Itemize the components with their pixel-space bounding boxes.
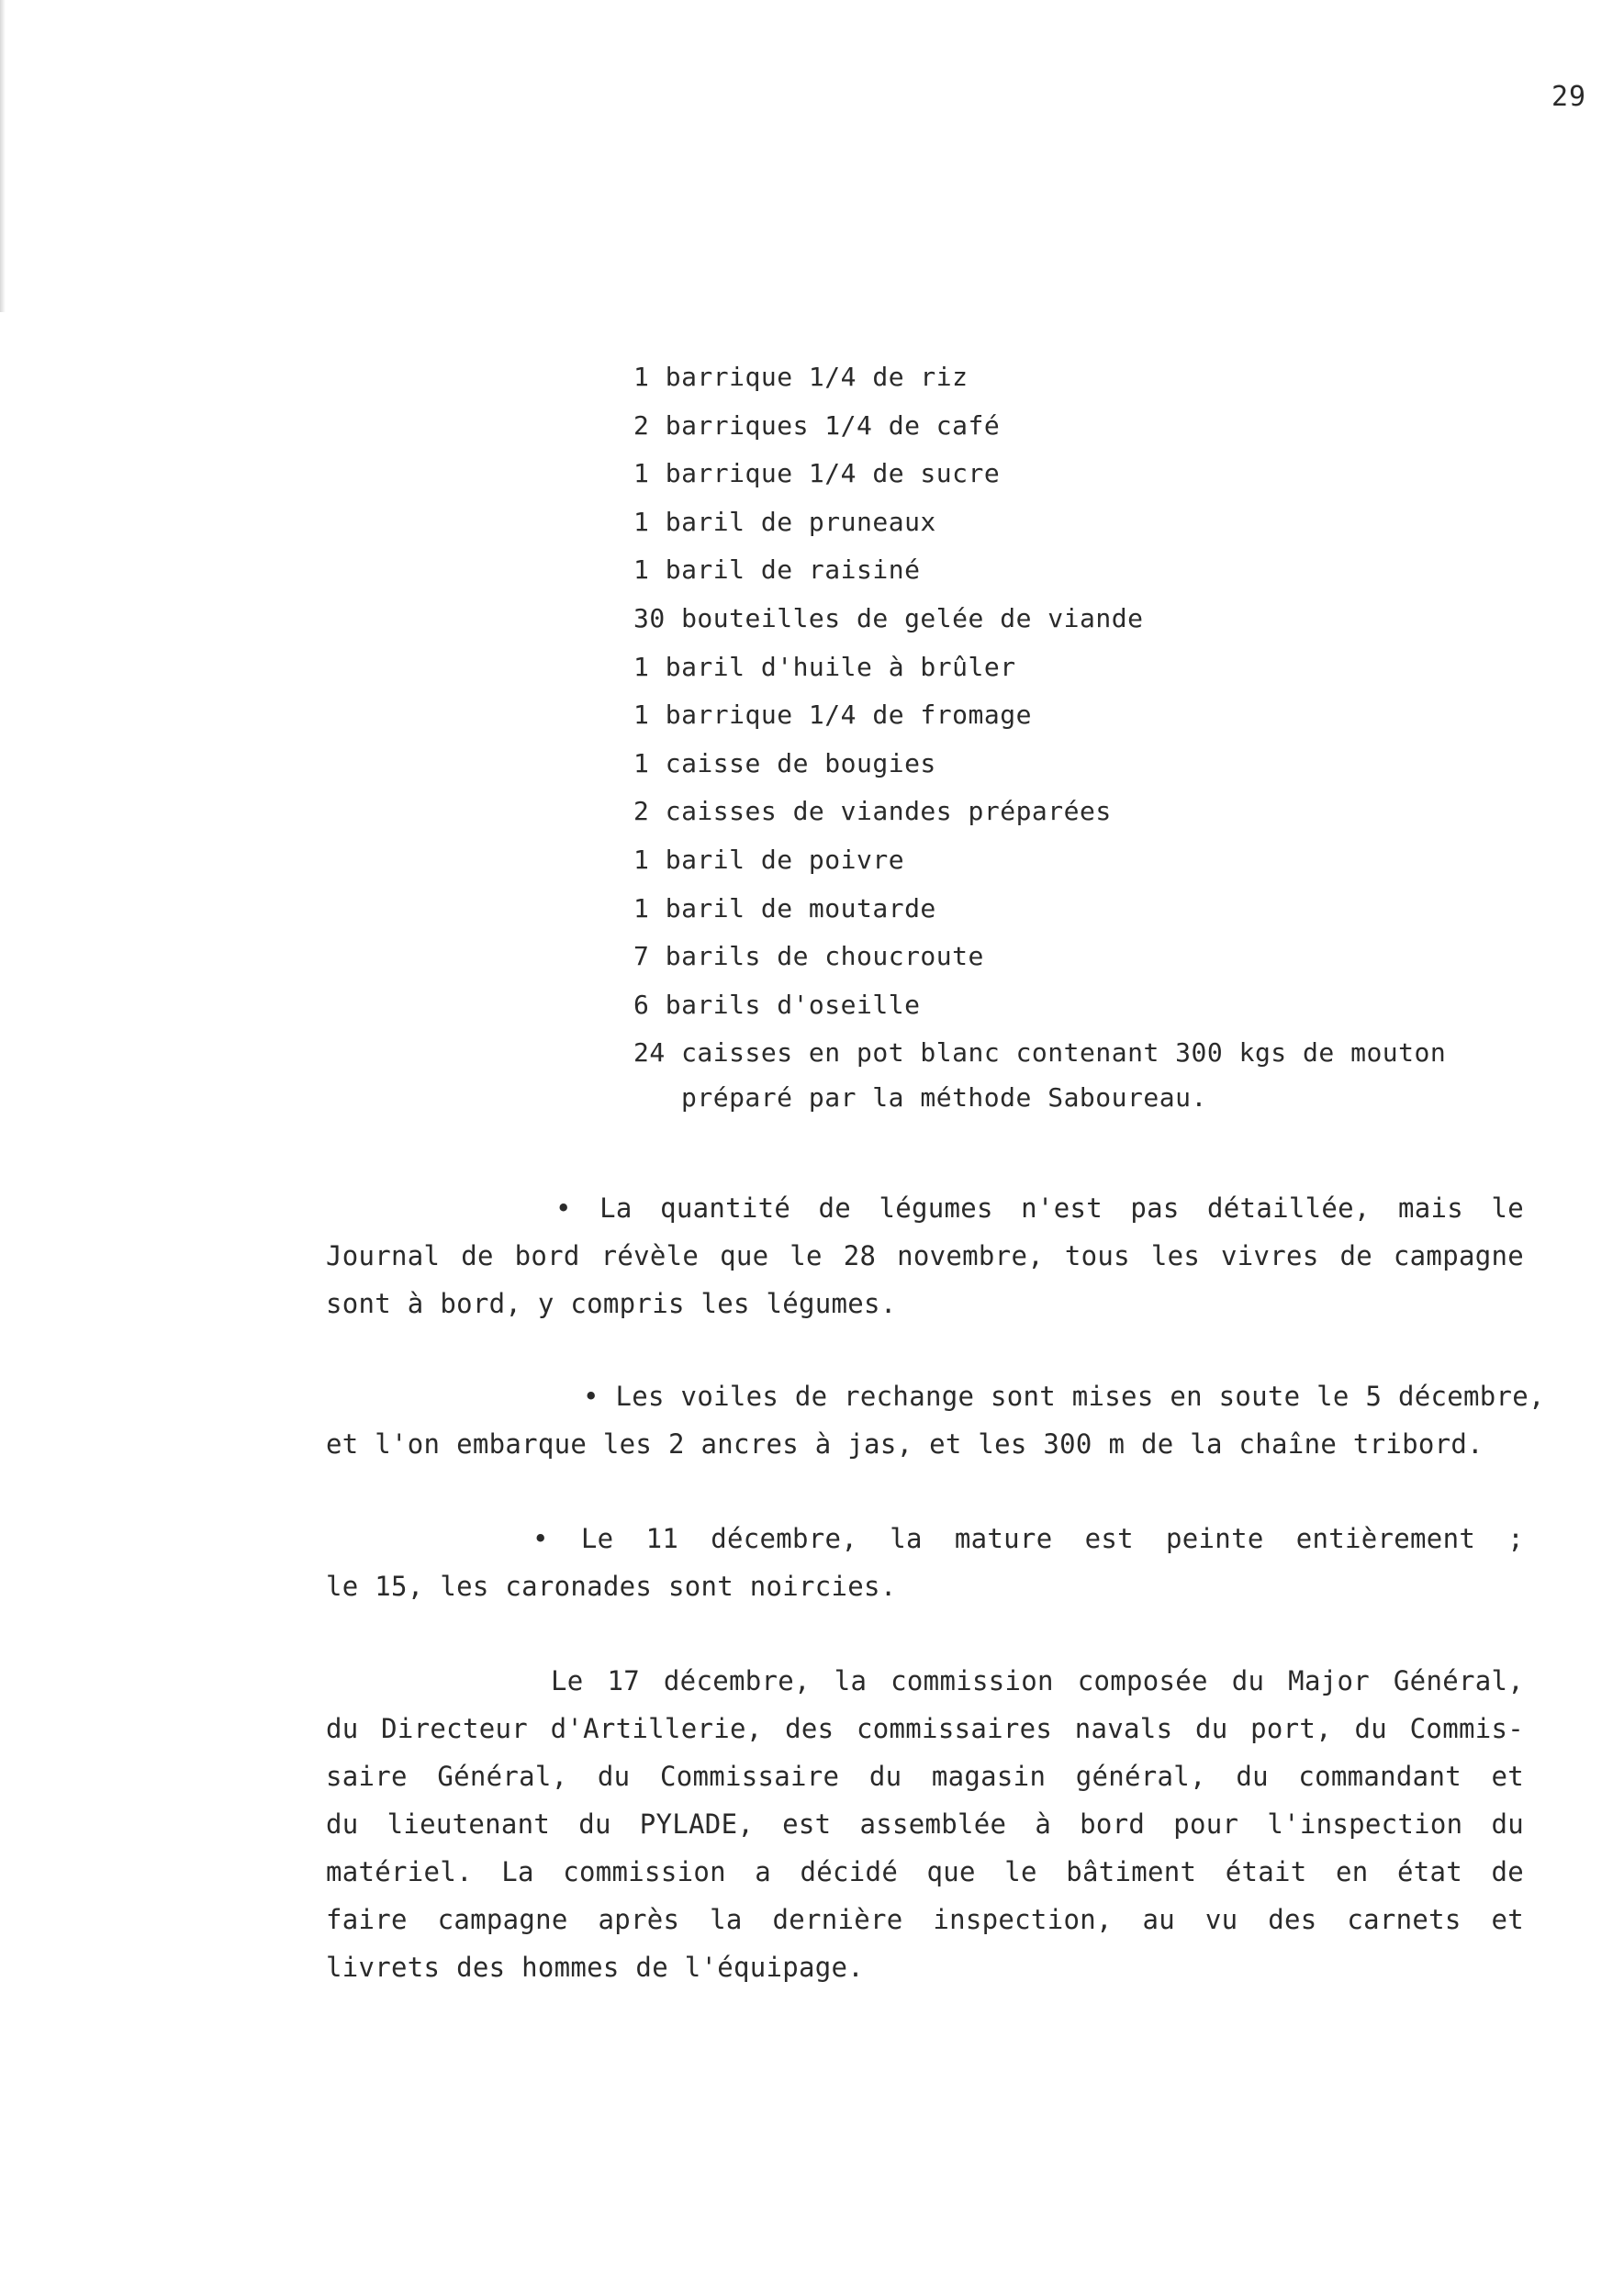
list-item: 2 caisses de viandes préparées — [633, 796, 1112, 827]
paragraph-line: Le 17 décembre, la commission composée du Major Général, — [551, 1665, 1524, 1696]
paragraph-line: matériel. La commission a décidé que le bâtiment était en état de — [326, 1856, 1524, 1887]
list-item: 1 baril de raisiné — [633, 554, 921, 586]
list-item-continuation: préparé par la méthode Saboureau. — [681, 1081, 1207, 1113]
provisions-list — [633, 353, 1515, 1123]
page-number: 29 — [1551, 81, 1587, 113]
paragraph-legumes — [326, 1184, 1524, 1327]
list-item: 1 barrique 1/4 de riz — [633, 362, 969, 392]
list-item: 1 barrique 1/4 de sucre — [633, 458, 1001, 489]
paragraph-mature — [326, 1515, 1524, 1610]
paragraph-commission — [326, 1657, 1524, 1991]
paragraph-voiles — [326, 1372, 1545, 1468]
paragraph-line: Journal de bord révèle que le 28 novembre, tous les vivres de campagne — [326, 1240, 1524, 1271]
list-item: 1 baril d'huile à brûler — [633, 651, 1016, 682]
paragraph-line: le 15, les caronades sont noircies. — [326, 1571, 897, 1602]
list-item: 1 caisse de bougies — [633, 747, 936, 778]
list-item: 1 baril de moutarde — [633, 892, 936, 924]
list-item: 6 barils d'oseille — [633, 989, 921, 1020]
paragraph-line: et l'on embarque les 2 ancres à jas, et les 300 m de la chaîne tribord. — [326, 1428, 1484, 1460]
paragraph-line: • Le 11 décembre, la mature est peinte entièrement ; — [532, 1523, 1524, 1554]
scan-edge-shadow — [0, 0, 6, 312]
list-item: 2 barriques 1/4 de café — [633, 409, 1001, 441]
list-item: 1 baril de poivre — [633, 844, 905, 875]
list-item: 1 barrique 1/4 de fromage — [633, 700, 1032, 731]
list-item: 1 baril de pruneaux — [633, 506, 936, 537]
paragraph-line: • La quantité de légumes n'est pas détaillée, mais le — [555, 1192, 1524, 1224]
paragraph-line: saire Général, du Commissaire du magasin général, du commandant et — [326, 1761, 1524, 1792]
paragraph-line: faire campagne après la dernière inspection, au vu des carnets et — [326, 1904, 1524, 1935]
paragraph-line: du lieutenant du PYLADE, est assemblée à bord pour l'inspection du — [326, 1808, 1524, 1840]
paragraph-line: livrets des hommes de l'équipage. — [326, 1952, 865, 1983]
list-item: 30 bouteilles de gelée de viande — [633, 602, 1144, 633]
list-item: 7 barils de choucroute — [633, 941, 984, 972]
paragraph-line: • Les voiles de rechange sont mises en soute le 5 décembre, — [583, 1381, 1545, 1412]
list-item: 24 caisses en pot blanc contenant 300 kgs de mouton — [633, 1037, 1447, 1069]
paragraph-line: du Directeur d'Artillerie, des commissaires navals du port, du Commis- — [326, 1713, 1524, 1744]
paragraph-line: sont à bord, y compris les légumes. — [326, 1288, 897, 1319]
